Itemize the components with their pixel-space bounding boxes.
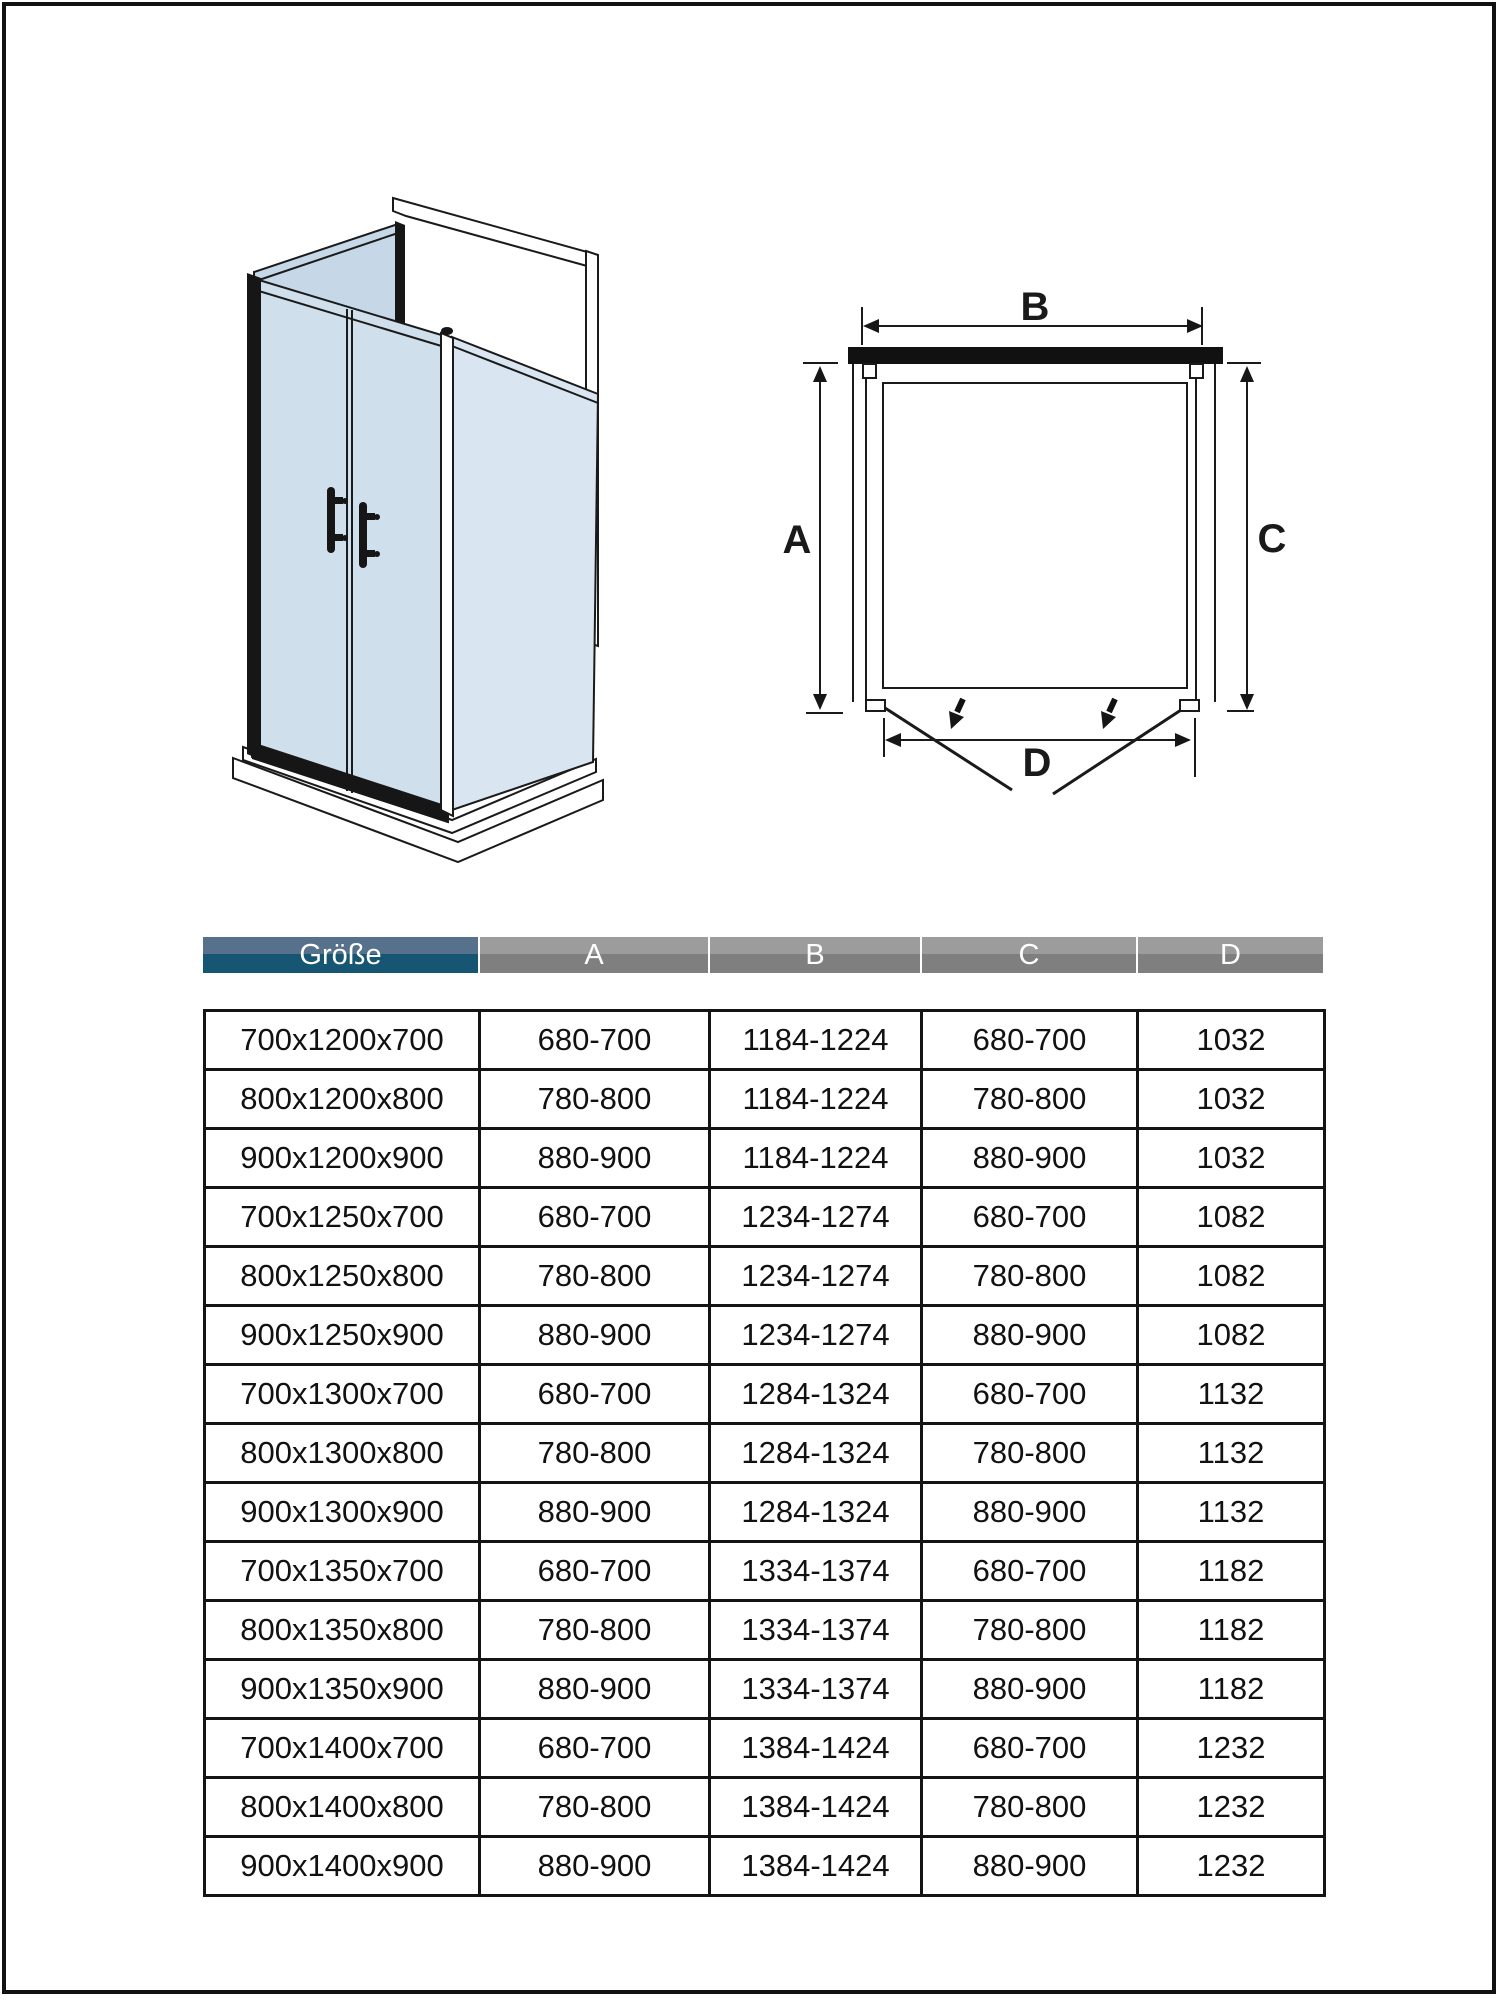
table-row <box>205 1188 1325 1247</box>
table-cell: 700x1300x700 <box>205 1365 480 1424</box>
wall-profile-right <box>1190 364 1203 378</box>
door-swing-arrow-left <box>949 699 964 729</box>
table-cell: 780-800 <box>922 1778 1138 1837</box>
table-cell: 1132 <box>1138 1483 1325 1542</box>
table-row <box>205 1011 1325 1070</box>
table-cell: 680-700 <box>480 1365 710 1424</box>
pivot-bracket-right <box>1180 700 1199 711</box>
header-cell-d: D <box>1136 937 1323 973</box>
open-door-left <box>885 708 1012 790</box>
table-cell: 900x1400x900 <box>205 1837 480 1896</box>
table-cell: 1384-1424 <box>710 1778 922 1837</box>
table-cell: 680-700 <box>922 1011 1138 1070</box>
table-cell: 1184-1224 <box>710 1129 922 1188</box>
table-cell: 1334-1374 <box>710 1660 922 1719</box>
table-cell: 680-700 <box>922 1188 1138 1247</box>
table-cell: 880-900 <box>480 1483 710 1542</box>
table-cell: 1182 <box>1138 1660 1325 1719</box>
table-cell: 1132 <box>1138 1365 1325 1424</box>
table-cell: 880-900 <box>480 1660 710 1719</box>
dimension-c <box>1227 363 1286 711</box>
table-cell: 1334-1374 <box>710 1601 922 1660</box>
table-cell: 880-900 <box>922 1483 1138 1542</box>
dimension-d <box>884 718 1195 785</box>
table-cell: 700x1350x700 <box>205 1542 480 1601</box>
table-cell: 880-900 <box>922 1660 1138 1719</box>
plan-inner-glass-outline <box>883 383 1187 688</box>
table-row <box>205 1483 1325 1542</box>
table-cell: 880-900 <box>922 1306 1138 1365</box>
table-cell: 800x1350x800 <box>205 1601 480 1660</box>
table-cell: 1184-1224 <box>710 1011 922 1070</box>
table-cell: 800x1250x800 <box>205 1247 480 1306</box>
plan-diagram <box>783 285 1287 794</box>
table-cell: 900x1300x900 <box>205 1483 480 1542</box>
isometric-diagram <box>233 198 603 862</box>
table-cell: 900x1350x900 <box>205 1660 480 1719</box>
table-cell: 1232 <box>1138 1778 1325 1837</box>
header-cell-groesse: Größe <box>203 937 478 973</box>
table-row <box>205 1837 1325 1896</box>
table-cell: 880-900 <box>922 1837 1138 1896</box>
table-cell: 700x1250x700 <box>205 1188 480 1247</box>
table-cell: 1384-1424 <box>710 1719 922 1778</box>
diagrams-canvas <box>0 0 1504 940</box>
size-table-body <box>205 1011 1325 1896</box>
header-cell-b: B <box>708 937 920 973</box>
table-cell: 880-900 <box>480 1837 710 1896</box>
table-cell: 1334-1374 <box>710 1542 922 1601</box>
table-cell: 800x1300x800 <box>205 1424 480 1483</box>
table-cell: 1234-1274 <box>710 1188 922 1247</box>
table-cell: 1284-1324 <box>710 1483 922 1542</box>
table-cell: 1182 <box>1138 1601 1325 1660</box>
table-cell: 1232 <box>1138 1719 1325 1778</box>
table-cell: 900x1250x900 <box>205 1306 480 1365</box>
table-cell: 800x1400x800 <box>205 1778 480 1837</box>
table-cell: 900x1200x900 <box>205 1129 480 1188</box>
wall-profile-left <box>863 364 876 378</box>
table-row <box>205 1660 1325 1719</box>
table-cell: 780-800 <box>922 1424 1138 1483</box>
table-cell: 700x1200x700 <box>205 1011 480 1070</box>
table-row <box>205 1306 1325 1365</box>
table-cell: 680-700 <box>480 1011 710 1070</box>
table-row <box>205 1424 1325 1483</box>
table-cell: 800x1200x800 <box>205 1070 480 1129</box>
front-right-post <box>441 327 453 816</box>
header-cell-c: C <box>920 937 1136 973</box>
table-cell: 780-800 <box>480 1601 710 1660</box>
table-cell: 1284-1324 <box>710 1365 922 1424</box>
table-cell: 780-800 <box>480 1778 710 1837</box>
table-cell: 1384-1424 <box>710 1837 922 1896</box>
table-cell: 880-900 <box>922 1129 1138 1188</box>
table-cell: 680-700 <box>480 1188 710 1247</box>
table-cell: 1182 <box>1138 1542 1325 1601</box>
table-cell: 1032 <box>1138 1070 1325 1129</box>
table-row <box>205 1542 1325 1601</box>
table-row <box>205 1719 1325 1778</box>
dimension-label-c: C <box>1257 517 1287 561</box>
dimension-label-d: D <box>1022 741 1052 785</box>
plan-wall-bar <box>848 347 1223 364</box>
table-cell: 780-800 <box>922 1601 1138 1660</box>
table-cell: 780-800 <box>922 1247 1138 1306</box>
table-cell: 1234-1274 <box>710 1247 922 1306</box>
table-row <box>205 1129 1325 1188</box>
table-row <box>205 1778 1325 1837</box>
door-swing-arrow-right <box>1101 699 1116 729</box>
table-cell: 680-700 <box>922 1542 1138 1601</box>
size-table <box>203 1009 1326 1897</box>
table-cell: 680-700 <box>922 1365 1138 1424</box>
table-cell: 1082 <box>1138 1306 1325 1365</box>
size-table-header <box>203 937 1323 973</box>
front-left-post <box>247 273 261 760</box>
table-cell: 780-800 <box>922 1070 1138 1129</box>
dimension-a <box>783 363 843 713</box>
header-cell-a: A <box>478 937 708 973</box>
table-cell: 1184-1224 <box>710 1070 922 1129</box>
table-cell: 1082 <box>1138 1247 1325 1306</box>
table-cell: 1032 <box>1138 1129 1325 1188</box>
table-row <box>205 1070 1325 1129</box>
table-cell: 780-800 <box>480 1424 710 1483</box>
dimension-label-a: A <box>782 518 812 562</box>
table-row <box>205 1365 1325 1424</box>
table-cell: 700x1400x700 <box>205 1719 480 1778</box>
plan-enclosure-outline <box>853 364 1215 711</box>
table-cell: 680-700 <box>480 1542 710 1601</box>
double-doors <box>252 278 448 823</box>
table-cell: 1032 <box>1138 1011 1325 1070</box>
pivot-bracket-left <box>866 700 885 711</box>
right-glass-panel <box>452 337 598 810</box>
table-cell: 680-700 <box>922 1719 1138 1778</box>
table-cell: 1132 <box>1138 1424 1325 1483</box>
table-cell: 780-800 <box>480 1247 710 1306</box>
table-cell: 780-800 <box>480 1070 710 1129</box>
table-cell: 680-700 <box>480 1719 710 1778</box>
dimension-b <box>862 285 1203 345</box>
table-cell: 880-900 <box>480 1306 710 1365</box>
table-cell: 1082 <box>1138 1188 1325 1247</box>
dimension-label-b: B <box>1020 285 1050 329</box>
table-cell: 1284-1324 <box>710 1424 922 1483</box>
table-cell: 1232 <box>1138 1837 1325 1896</box>
table-cell: 880-900 <box>480 1129 710 1188</box>
open-door-right <box>1053 710 1181 794</box>
table-row <box>205 1601 1325 1660</box>
table-row <box>205 1247 1325 1306</box>
table-cell: 1234-1274 <box>710 1306 922 1365</box>
